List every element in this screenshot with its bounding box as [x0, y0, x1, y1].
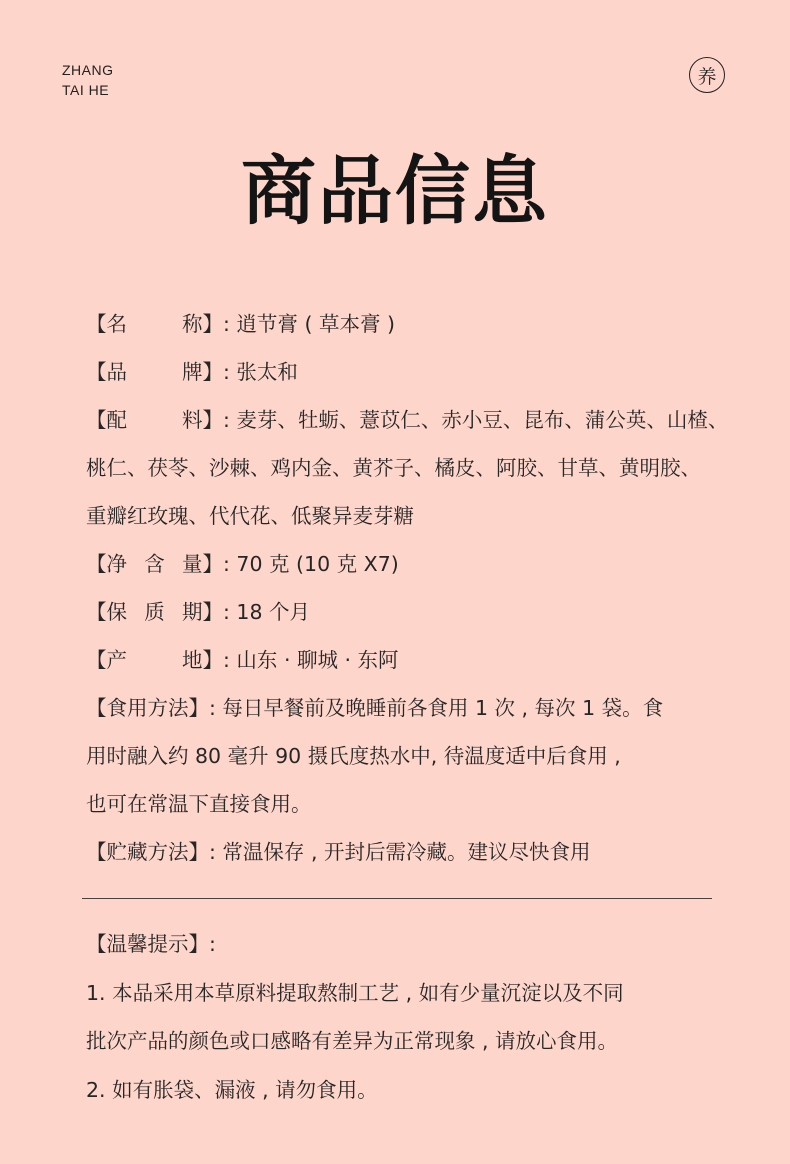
info-key: 产地	[106, 648, 203, 672]
info-row	[86, 540, 716, 588]
info-label: 【保质期】	[86, 588, 223, 636]
info-value: : 70 克 (10 克 X7)	[223, 552, 399, 576]
info-row	[86, 588, 716, 636]
tips-line: 1. 本品采用本草原料提取熬制工艺 , 如有少量沉淀以及不同	[86, 980, 624, 1005]
info-label: 【贮藏方法】	[86, 828, 209, 876]
info-key: 品牌	[106, 360, 203, 384]
divider	[82, 898, 712, 899]
info-label: 【净含量】	[86, 540, 223, 588]
info-key: 配料	[106, 408, 203, 432]
info-value-continued: 重瓣红玫瑰、代代花、低聚异麦芽糖	[86, 504, 414, 528]
info-row	[86, 348, 716, 396]
info-row	[86, 684, 716, 732]
tips-line: 2. 如有胀袋、漏液 , 请勿食用。	[86, 1077, 378, 1102]
info-value-continued: 也可在常温下直接食用。	[86, 792, 312, 816]
info-value: : 麦芽、牡蛎、薏苡仁、赤小豆、昆布、蒲公英、山楂、	[223, 408, 729, 432]
page-title: 商品信息	[240, 147, 549, 235]
info-row	[86, 300, 716, 348]
info-value: : 18 个月	[223, 600, 311, 624]
info-value: : 逍节膏 ( 草本膏 )	[223, 312, 395, 336]
tips-heading: 【温馨提示】:	[86, 932, 216, 956]
info-value: : 常温保存 , 开封后需冷藏。建议尽快食用	[209, 840, 591, 864]
info-value: : 张太和	[223, 360, 298, 384]
info-label: 【品牌】	[86, 348, 223, 396]
info-key: 保质期	[106, 600, 203, 624]
info-label: 【配料】	[86, 396, 223, 444]
info-key: 食用方法	[106, 696, 189, 720]
info-row	[86, 636, 716, 684]
info-key: 贮藏方法	[106, 840, 189, 864]
info-key: 名称	[106, 312, 203, 336]
info-value-continued: 桃仁、茯苓、沙棘、鸡内金、黄芥子、橘皮、阿胶、甘草、黄明胶、	[86, 456, 701, 480]
brand-logo	[62, 60, 114, 100]
info-row	[86, 396, 729, 444]
brand-line-2: TAI HE	[62, 82, 110, 98]
info-value: : 山东 · 聊城 · 东阿	[223, 648, 399, 672]
info-label: 【名称】	[86, 300, 223, 348]
tips-section	[86, 920, 726, 1114]
info-row	[86, 828, 716, 876]
info-label: 【产地】	[86, 636, 223, 684]
info-value-continued: 用时融入约 80 毫升 90 摄氏度热水中, 待温度适中后食用 ,	[86, 744, 621, 768]
info-key: 净含量	[106, 552, 203, 576]
brand-line-1: ZHANG	[62, 62, 114, 78]
product-info-list	[86, 300, 729, 876]
seal-icon	[689, 57, 725, 93]
info-value: : 每日早餐前及晚睡前各食用 1 次 , 每次 1 袋。食	[209, 696, 664, 720]
tips-line: 批次产品的颜色或口感略有差异为正常现象 , 请放心食用。	[86, 1029, 619, 1053]
seal-char: 养	[697, 65, 717, 88]
info-label: 【食用方法】	[86, 684, 209, 732]
